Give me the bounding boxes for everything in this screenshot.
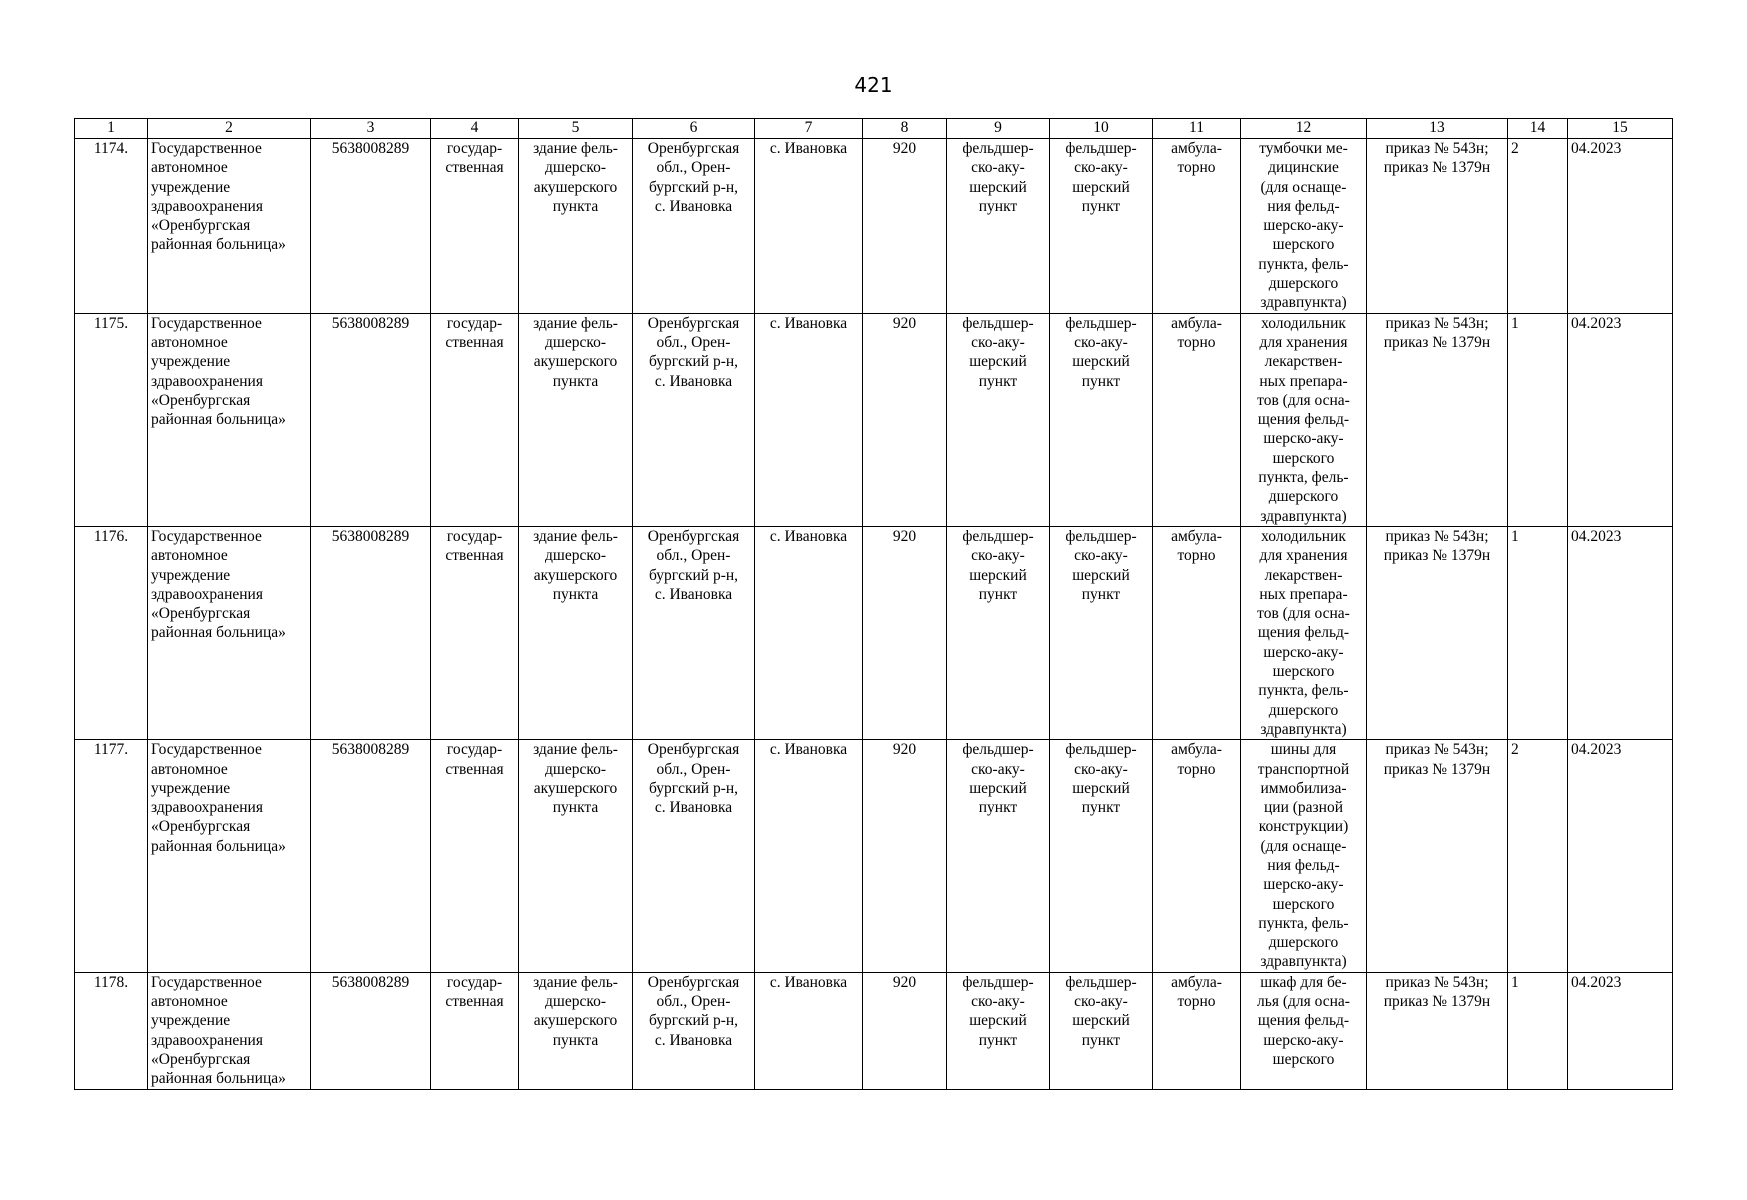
cell-locality: с. Ивановка bbox=[755, 139, 863, 314]
cell-locality: с. Ивановка bbox=[755, 526, 863, 739]
cell-quantity: 2 bbox=[1508, 740, 1568, 973]
cell-row-number: 1176. bbox=[75, 526, 148, 739]
cell-ownership: государ- ственная bbox=[431, 139, 519, 314]
cell-code: 920 bbox=[863, 313, 947, 526]
column-header: 7 bbox=[755, 119, 863, 139]
cell-ownership: государ- ственная bbox=[431, 313, 519, 526]
column-header: 14 bbox=[1508, 119, 1568, 139]
cell-order: приказ № 543н; приказ № 1379н bbox=[1367, 972, 1508, 1089]
cell-inn: 5638008289 bbox=[311, 313, 431, 526]
column-header: 6 bbox=[633, 119, 755, 139]
cell-unit-name: фельдшер- ско-аку- шерский пункт bbox=[1050, 740, 1153, 973]
cell-order: приказ № 543н; приказ № 1379н bbox=[1367, 313, 1508, 526]
cell-address: Оренбургская обл., Орен- бургский р-н, с. Ивановка bbox=[633, 526, 755, 739]
cell-care-form: амбула- торно bbox=[1153, 740, 1241, 973]
column-header: 13 bbox=[1367, 119, 1508, 139]
cell-date: 04.2023 bbox=[1568, 139, 1673, 314]
cell-code: 920 bbox=[863, 139, 947, 314]
cell-care-form: амбула- торно bbox=[1153, 313, 1241, 526]
cell-organization: Государственное автономное учреждение здравоохранения «Оренбургская районная больница» bbox=[148, 972, 311, 1089]
cell-date: 04.2023 bbox=[1568, 526, 1673, 739]
registry-table bbox=[74, 118, 1673, 1090]
cell-quantity: 1 bbox=[1508, 526, 1568, 739]
column-header: 15 bbox=[1568, 119, 1673, 139]
cell-code: 920 bbox=[863, 972, 947, 1089]
cell-row-number: 1177. bbox=[75, 740, 148, 973]
cell-equipment: холодильник для хранения лекарствен- ных препара- тов (для осна- щения фельд- шерско-аку- шерского пункта, фель- дшерского здравпункта) bbox=[1241, 526, 1367, 739]
cell-row-number: 1178. bbox=[75, 972, 148, 1089]
cell-equipment: шины для транспортной иммобилиза- ции (разной конструкции) (для оснаще- ния фельд- шерско-аку- шерского пункта, фель- дшерского здравпункта) bbox=[1241, 740, 1367, 973]
cell-date: 04.2023 bbox=[1568, 972, 1673, 1089]
table-row bbox=[75, 313, 1673, 526]
cell-unit-type: фельдшер- ско-аку- шерский пункт bbox=[947, 740, 1050, 973]
cell-building: здание фель- дшерско- акушерского пункта bbox=[519, 526, 633, 739]
column-header: 4 bbox=[431, 119, 519, 139]
cell-building: здание фель- дшерско- акушерского пункта bbox=[519, 313, 633, 526]
cell-order: приказ № 543н; приказ № 1379н bbox=[1367, 139, 1508, 314]
cell-address: Оренбургская обл., Орен- бургский р-н, с. Ивановка bbox=[633, 313, 755, 526]
column-header: 1 bbox=[75, 119, 148, 139]
table-row bbox=[75, 139, 1673, 314]
cell-address: Оренбургская обл., Орен- бургский р-н, с. Ивановка bbox=[633, 139, 755, 314]
cell-code: 920 bbox=[863, 740, 947, 973]
column-header: 10 bbox=[1050, 119, 1153, 139]
table-row bbox=[75, 740, 1673, 973]
cell-unit-type: фельдшер- ско-аку- шерский пункт bbox=[947, 313, 1050, 526]
cell-order: приказ № 543н; приказ № 1379н bbox=[1367, 526, 1508, 739]
cell-ownership: государ- ственная bbox=[431, 972, 519, 1089]
table-row bbox=[75, 526, 1673, 739]
cell-inn: 5638008289 bbox=[311, 526, 431, 739]
cell-locality: с. Ивановка bbox=[755, 740, 863, 973]
cell-organization: Государственное автономное учреждение здравоохранения «Оренбургская районная больница» bbox=[148, 313, 311, 526]
cell-equipment: тумбочки ме- дицинские (для оснаще- ния фельд- шерско-аку- шерского пункта, фель- дшерского здравпункта) bbox=[1241, 139, 1367, 314]
cell-unit-type: фельдшер- ско-аку- шерский пункт bbox=[947, 526, 1050, 739]
cell-quantity: 2 bbox=[1508, 139, 1568, 314]
cell-inn: 5638008289 bbox=[311, 972, 431, 1089]
column-header: 2 bbox=[148, 119, 311, 139]
cell-unit-name: фельдшер- ско-аку- шерский пункт bbox=[1050, 313, 1153, 526]
cell-quantity: 1 bbox=[1508, 972, 1568, 1089]
cell-date: 04.2023 bbox=[1568, 313, 1673, 526]
cell-building: здание фель- дшерско- акушерского пункта bbox=[519, 139, 633, 314]
cell-order: приказ № 543н; приказ № 1379н bbox=[1367, 740, 1508, 973]
cell-unit-name: фельдшер- ско-аку- шерский пункт bbox=[1050, 526, 1153, 739]
cell-row-number: 1174. bbox=[75, 139, 148, 314]
cell-inn: 5638008289 bbox=[311, 139, 431, 314]
cell-locality: с. Ивановка bbox=[755, 313, 863, 526]
cell-address: Оренбургская обл., Орен- бургский р-н, с. Ивановка bbox=[633, 972, 755, 1089]
column-header: 12 bbox=[1241, 119, 1367, 139]
cell-code: 920 bbox=[863, 526, 947, 739]
column-header: 5 bbox=[519, 119, 633, 139]
cell-organization: Государственное автономное учреждение здравоохранения «Оренбургская районная больница» bbox=[148, 526, 311, 739]
column-header: 8 bbox=[863, 119, 947, 139]
cell-ownership: государ- ственная bbox=[431, 740, 519, 973]
column-header: 11 bbox=[1153, 119, 1241, 139]
cell-organization: Государственное автономное учреждение здравоохранения «Оренбургская районная больница» bbox=[148, 139, 311, 314]
cell-row-number: 1175. bbox=[75, 313, 148, 526]
cell-ownership: государ- ственная bbox=[431, 526, 519, 739]
cell-quantity: 1 bbox=[1508, 313, 1568, 526]
cell-building: здание фель- дшерско- акушерского пункта bbox=[519, 972, 633, 1089]
cell-address: Оренбургская обл., Орен- бургский р-н, с. Ивановка bbox=[633, 740, 755, 973]
cell-care-form: амбула- торно bbox=[1153, 526, 1241, 739]
page-number: 421 bbox=[854, 73, 893, 97]
cell-locality: с. Ивановка bbox=[755, 972, 863, 1089]
cell-date: 04.2023 bbox=[1568, 740, 1673, 973]
cell-unit-name: фельдшер- ско-аку- шерский пункт bbox=[1050, 972, 1153, 1089]
cell-unit-name: фельдшер- ско-аку- шерский пункт bbox=[1050, 139, 1153, 314]
cell-organization: Государственное автономное учреждение здравоохранения «Оренбургская районная больница» bbox=[148, 740, 311, 973]
cell-building: здание фель- дшерско- акушерского пункта bbox=[519, 740, 633, 973]
column-header: 3 bbox=[311, 119, 431, 139]
cell-unit-type: фельдшер- ско-аку- шерский пункт bbox=[947, 139, 1050, 314]
cell-care-form: амбула- торно bbox=[1153, 972, 1241, 1089]
cell-inn: 5638008289 bbox=[311, 740, 431, 973]
cell-care-form: амбула- торно bbox=[1153, 139, 1241, 314]
table-row bbox=[75, 972, 1673, 1089]
column-header: 9 bbox=[947, 119, 1050, 139]
cell-equipment: шкаф для бе- лья (для осна- щения фельд- шерско-аку- шерского bbox=[1241, 972, 1367, 1089]
cell-equipment: холодильник для хранения лекарствен- ных препара- тов (для осна- щения фельд- шерско-аку- шерского пункта, фель- дшерского здравпункта) bbox=[1241, 313, 1367, 526]
cell-unit-type: фельдшер- ско-аку- шерский пункт bbox=[947, 972, 1050, 1089]
table-header-row bbox=[75, 119, 1673, 139]
